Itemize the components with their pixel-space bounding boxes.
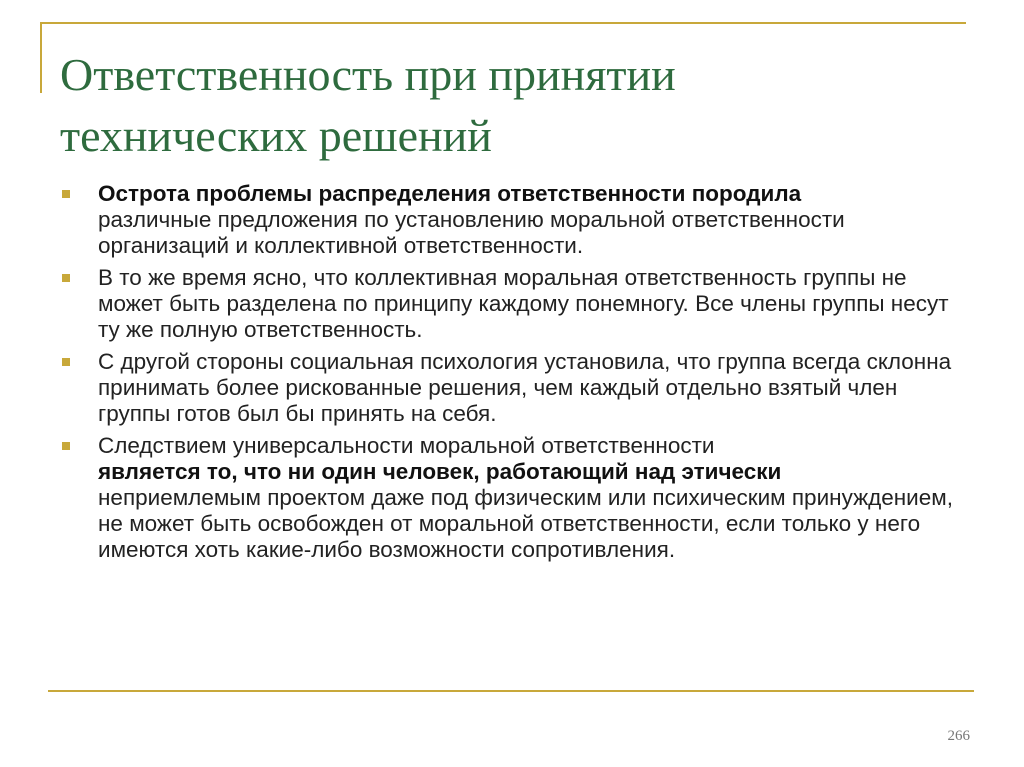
bullet-text-3	[98, 349, 962, 427]
slide-title	[60, 44, 980, 166]
bullet-text-4	[98, 433, 962, 563]
bullet-2-text: В то же время ясно, что коллективная моральная ответственность группы не может быть разделена по принципу каждому понемногу. Все члены группы несут ту же полную ответственность.	[98, 265, 949, 342]
square-bullet-icon	[62, 358, 70, 366]
bullet-item-1	[62, 181, 962, 259]
bullet-1-text: различные предложения по установлению моральной ответственности организаций и коллективной ответственности.	[98, 207, 845, 258]
title-line-2: технических решений	[60, 110, 492, 161]
title-line-1: Ответственность при принятии	[60, 49, 676, 100]
page-number: 266	[947, 728, 970, 744]
left-rule	[40, 22, 42, 93]
bullet-3-text: С другой стороны социальная психология установила, что группа всегда склонна принимать более рискованные решения, чем каждый отдельно взятый член группы готов был бы принять на себя.	[98, 349, 952, 426]
bullet-text-1	[98, 181, 962, 259]
bullet-list	[62, 181, 962, 569]
bullet-text-2	[98, 265, 962, 343]
bullet-item-3	[62, 349, 962, 427]
top-rule	[40, 22, 966, 24]
square-bullet-icon	[62, 274, 70, 282]
bullet-item-2	[62, 265, 962, 343]
bullet-4-pre: Следствием универсальности моральной ответственности	[98, 433, 715, 458]
bullet-1-bold: Острота проблемы распределения ответственности породила	[98, 181, 802, 206]
bottom-rule	[48, 690, 974, 692]
bullet-item-4	[62, 433, 962, 563]
square-bullet-icon	[62, 442, 70, 450]
bullet-4-bold: является то, что ни один человек, работающий над этически	[98, 459, 782, 484]
bullet-4-text: неприемлемым проектом даже под физическим или психическим принуждением, не может быть освобожден от моральной ответственности, если только у него имеются хоть какие-либо возможности сопротивления.	[98, 485, 953, 562]
square-bullet-icon	[62, 190, 70, 198]
